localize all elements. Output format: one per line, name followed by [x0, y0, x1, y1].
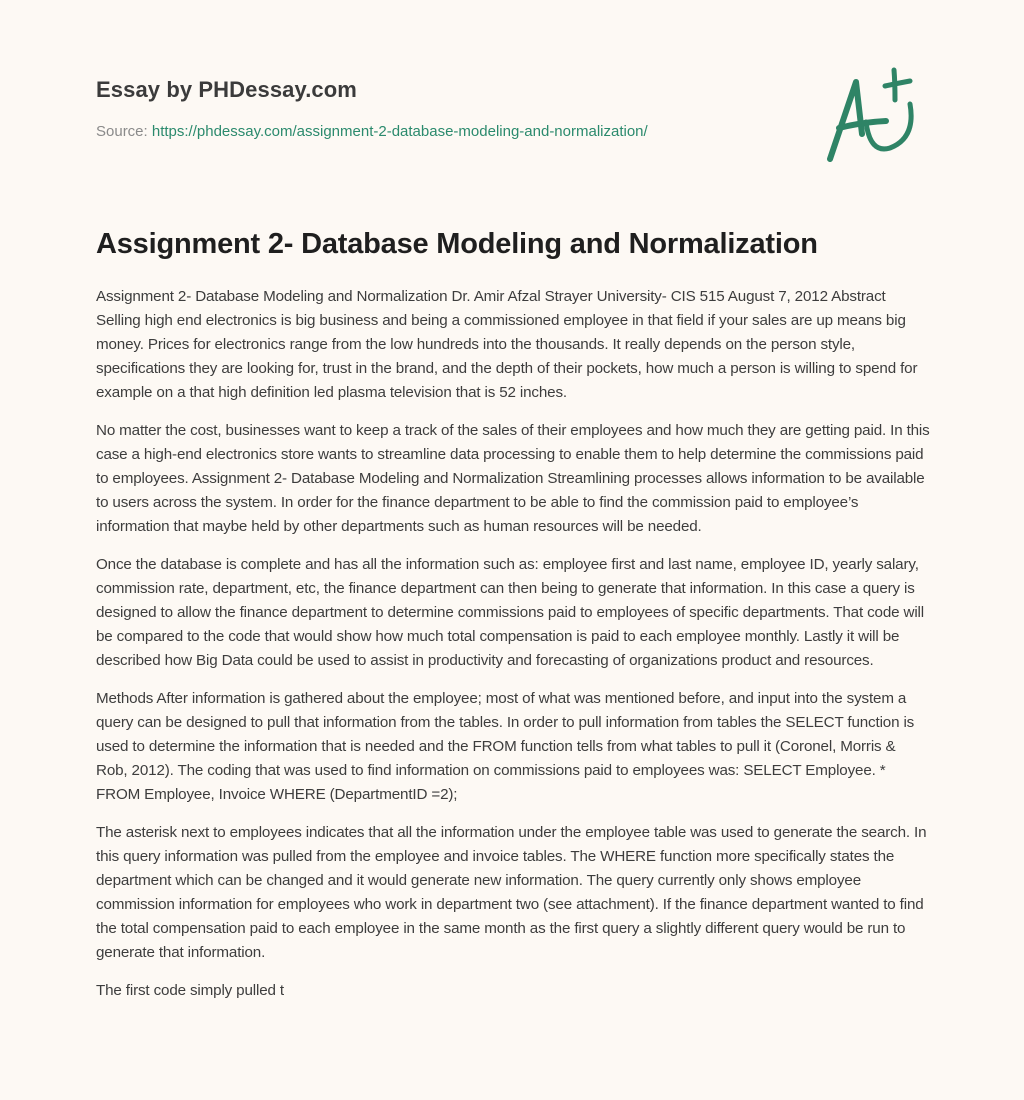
site-title: Essay by PHDessay.com [96, 77, 357, 102]
paragraph: Assignment 2- Database Modeling and Normalization Dr. Amir Afzal Strayer University- CIS 515 August 7, 2012 Abstract Selling high end electronics is big business and being a commissioned employee in that field if your sales are up means big money. Prices for electronics range from the low hundreds into the thousands. It really depends on the person style, specifications they are looking for, trust in the brand, and the depth of their pockets, how much a person is willing to spend for example on a that high definition led plasma television that is 52 inches. [96, 288, 918, 401]
paragraph: Methods After information is gathered about the employee; most of what was mentioned before, and input into the system a query can be designed to pull that information from the tables. In order to pull information from tables the SELECT function is used to determine the information that is needed and the FROM function tells from what tables to pull it (Coronel, Morris & Rob, 2012). The coding that was used to find information on commissions paid to employees was: SELECT Employee. * FROM Employee, Invoice WHERE (DepartmentID =2); [96, 690, 915, 803]
site-header [96, 74, 796, 143]
paragraph: No matter the cost, businesses want to keep a track of the sales of their employees and how much they are getting paid. In this case a high-end electronics store wants to streamline data processing to enable them to help determine the commissions paid to employees. Assignment 2- Database Modeling and Normalization Streamlining processes allows information to be available to users across the system. In order for the finance department to be able to find the commission paid to employee’s information that maybe held by other departments such as human resources will be needed. [96, 422, 930, 535]
article-body [96, 285, 931, 1017]
a-plus-grade-icon [818, 62, 938, 172]
paragraph: The asterisk next to employees indicates that all the information under the employee table was used to generate the search. In this query information was pulled from the employee and invoice tables. The WHERE function more specifically states the department which can be changed and it would generate new information. The query currently only shows employee commission information for employees who work in department two (see attachment). If the finance department wanted to find the total compensation paid to each employee in the same month as the first query a slightly different query would be run to generate that information. [96, 824, 927, 961]
page-title: Assignment 2- Database Modeling and Normalization [96, 228, 818, 260]
paragraph: The first code simply pulled t [96, 982, 284, 999]
source-label: Source: [96, 123, 152, 140]
source-line [96, 121, 796, 143]
paragraph: Once the database is complete and has all the information such as: employee first and last name, employee ID, yearly salary, commission rate, department, etc, the finance department can then being to generate that information. In this case a query is designed to allow the finance department to determine commissions paid to employees of specific departments. That code will be compared to the code that would show how much total compensation is paid to each employee monthly. Lastly it will be described how Big Data could be used to assist in productivity and forecasting of organizations product and resources. [96, 556, 925, 669]
source-link[interactable]: https://phdessay.com/assignment-2-database-modeling-and-normalization/ [151, 123, 648, 140]
